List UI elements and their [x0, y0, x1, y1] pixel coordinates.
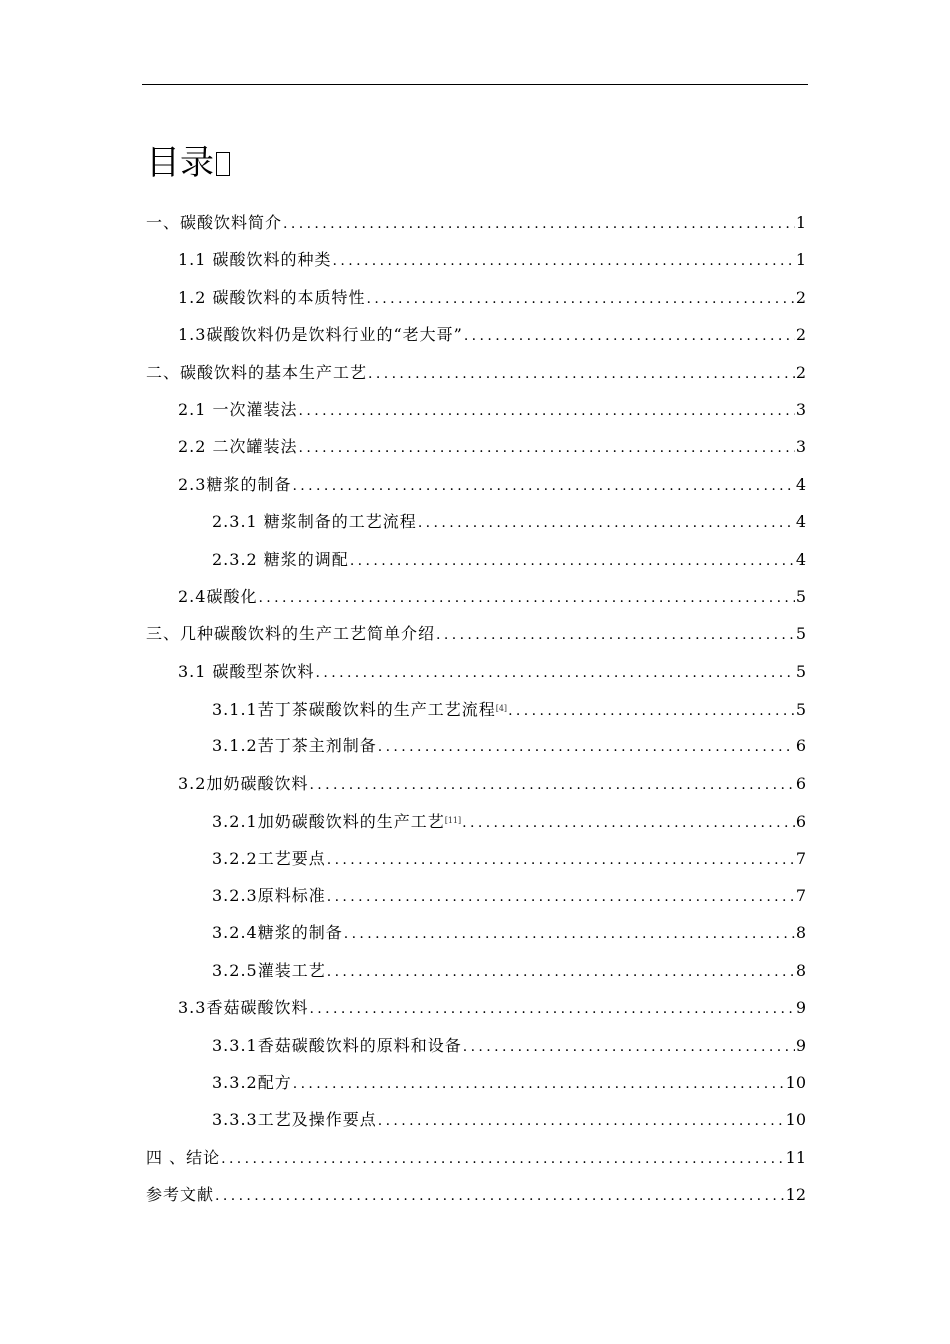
toc-entry-text: 1.3碳酸饮料仍是饮料行业的“老大哥”: [178, 325, 463, 345]
toc-page-number: 11: [785, 1147, 806, 1167]
dot-leader: [327, 954, 795, 991]
toc-entry[interactable]: [146, 615, 806, 652]
toc-entry-text: 3.3.3工艺及操作要点: [212, 1110, 377, 1130]
dot-leader: [258, 580, 794, 617]
dot-leader: [462, 805, 795, 842]
dot-leader: [327, 842, 795, 879]
toc-entry-text: 3.2.3原料标准: [212, 886, 326, 906]
dot-leader: [464, 318, 795, 355]
toc-entry-text: 3.2.4糖浆的制备: [212, 923, 343, 943]
toc-entry-text: 3.2.2工艺要点: [212, 848, 326, 868]
toc-entry[interactable]: [146, 1101, 806, 1138]
toc-entry[interactable]: [146, 428, 806, 465]
toc-entry-text: 3.3香菇碳酸饮料: [178, 998, 309, 1018]
toc-page-number: 4: [795, 549, 806, 569]
toc-entry[interactable]: [146, 877, 806, 914]
toc-entry[interactable]: [146, 1176, 806, 1213]
toc-entry[interactable]: [146, 316, 806, 353]
toc-title: [146, 140, 230, 186]
toc-page-number: 5: [795, 700, 806, 720]
toc-entry[interactable]: [146, 840, 806, 877]
dot-leader: [327, 879, 795, 916]
toc-entry[interactable]: [146, 1139, 806, 1176]
toc-entry[interactable]: [146, 727, 806, 764]
table-of-contents: [146, 204, 806, 1214]
dot-leader: [299, 430, 795, 467]
dot-leader: [436, 617, 795, 654]
toc-entry-text: 2.2 二次罐装法: [178, 437, 298, 457]
toc-page-number: 5: [795, 586, 806, 606]
toc-entry[interactable]: [146, 391, 806, 428]
toc-entry-text: 2.3.1 糖浆制备的工艺流程: [212, 512, 417, 532]
toc-entry[interactable]: [146, 466, 806, 503]
toc-entry-text: 2.4碳酸化: [178, 586, 258, 606]
toc-page-number: 4: [795, 474, 806, 494]
toc-page-number: 2: [795, 362, 806, 382]
toc-entry[interactable]: [146, 241, 806, 278]
toc-page-number: 6: [795, 773, 806, 793]
dot-leader: [368, 356, 795, 393]
dot-leader: [283, 206, 795, 243]
dot-leader: [292, 468, 794, 505]
dot-leader: [299, 393, 795, 430]
toc-page-number: 7: [795, 848, 806, 868]
citation-ref: [11]: [444, 816, 462, 826]
toc-entry-text: 二、碳酸饮料的基本生产工艺: [146, 362, 368, 382]
dot-leader: [215, 1178, 785, 1215]
toc-page-number: 2: [795, 287, 806, 307]
toc-entry-text: 3.2.1加奶碳酸饮料的生产工艺[11]: [212, 812, 462, 832]
toc-entry[interactable]: [146, 503, 806, 540]
toc-entry[interactable]: [146, 802, 806, 839]
dot-leader: [316, 655, 795, 692]
dot-leader: [350, 543, 795, 580]
toc-page-number: 6: [795, 736, 806, 756]
toc-entry[interactable]: [146, 541, 806, 578]
missing-glyph-box: [216, 152, 230, 176]
toc-title-text: 目录: [146, 143, 214, 183]
toc-page-number: 2: [795, 325, 806, 345]
toc-entry-text: 2.3糖浆的制备: [178, 474, 292, 494]
toc-page-number: 3: [795, 437, 806, 457]
dot-leader: [309, 767, 794, 804]
toc-entry-text: 3.1.2苦丁茶主剂制备: [212, 736, 377, 756]
toc-entry[interactable]: [146, 204, 806, 241]
toc-page-number: 1: [795, 250, 806, 270]
toc-page-number: 7: [795, 886, 806, 906]
toc-entry-text: 1.2 碳酸饮料的本质特性: [178, 287, 366, 307]
toc-entry[interactable]: [146, 914, 806, 951]
dot-leader: [293, 1066, 785, 1103]
toc-page-number: 12: [785, 1185, 806, 1205]
toc-entry[interactable]: [146, 354, 806, 391]
toc-entry[interactable]: [146, 690, 806, 727]
toc-entry-text: 3.1.1苦丁茶碳酸饮料的生产工艺流程[4]: [212, 700, 508, 720]
toc-entry-text: 2.3.2 糖浆的调配: [212, 549, 349, 569]
toc-page-number: 1: [795, 213, 806, 232]
dot-leader: [309, 991, 794, 1028]
dot-leader: [463, 1029, 795, 1066]
toc-entry-text: 3.1 碳酸型茶饮料: [178, 661, 315, 681]
toc-entry[interactable]: [146, 765, 806, 802]
toc-entry-text: 参考文献: [146, 1185, 215, 1205]
toc-entry[interactable]: [146, 989, 806, 1026]
toc-entry-text: 3.3.2配方: [212, 1072, 292, 1092]
toc-entry-text: 3.3.1香菇碳酸饮料的原料和设备: [212, 1035, 462, 1055]
toc-page-number: 10: [785, 1110, 806, 1130]
header-rule: [142, 84, 808, 85]
toc-entry-text: 四 、结论: [146, 1147, 221, 1167]
toc-page-number: 3: [795, 399, 806, 419]
toc-entry-text: 1.1 碳酸饮料的种类: [178, 250, 332, 270]
dot-leader: [367, 281, 795, 318]
toc-entry[interactable]: [146, 578, 806, 615]
toc-entry[interactable]: [146, 1064, 806, 1101]
dot-leader: [508, 693, 795, 730]
dot-leader: [378, 729, 795, 766]
toc-page-number: 9: [795, 1035, 806, 1055]
citation-ref: [4]: [495, 704, 508, 714]
toc-entry-text: 2.1 一次灌装法: [178, 399, 298, 419]
dot-leader: [344, 916, 795, 953]
toc-page-number: 9: [795, 998, 806, 1018]
toc-entry[interactable]: [146, 279, 806, 316]
toc-page-number: 8: [795, 960, 806, 980]
toc-entry[interactable]: [146, 653, 806, 690]
toc-page-number: 8: [795, 923, 806, 943]
toc-page-number: 10: [785, 1072, 806, 1092]
toc-page-number: 5: [795, 661, 806, 681]
toc-entry-text: 三、几种碳酸饮料的生产工艺简单介绍: [146, 624, 436, 644]
toc-entry[interactable]: [146, 952, 806, 989]
toc-entry-text: 一、碳酸饮料简介: [146, 213, 283, 232]
toc-entry[interactable]: [146, 1027, 806, 1064]
toc-page-number: 5: [795, 624, 806, 644]
toc-page-number: 6: [795, 812, 806, 832]
toc-entry-text: 3.2.5灌装工艺: [212, 960, 326, 980]
dot-leader: [221, 1141, 785, 1178]
toc-entry-text: 3.2加奶碳酸饮料: [178, 773, 309, 793]
dot-leader: [418, 505, 795, 542]
dot-leader: [333, 243, 795, 280]
dot-leader: [378, 1103, 785, 1140]
toc-page-number: 4: [795, 512, 806, 532]
